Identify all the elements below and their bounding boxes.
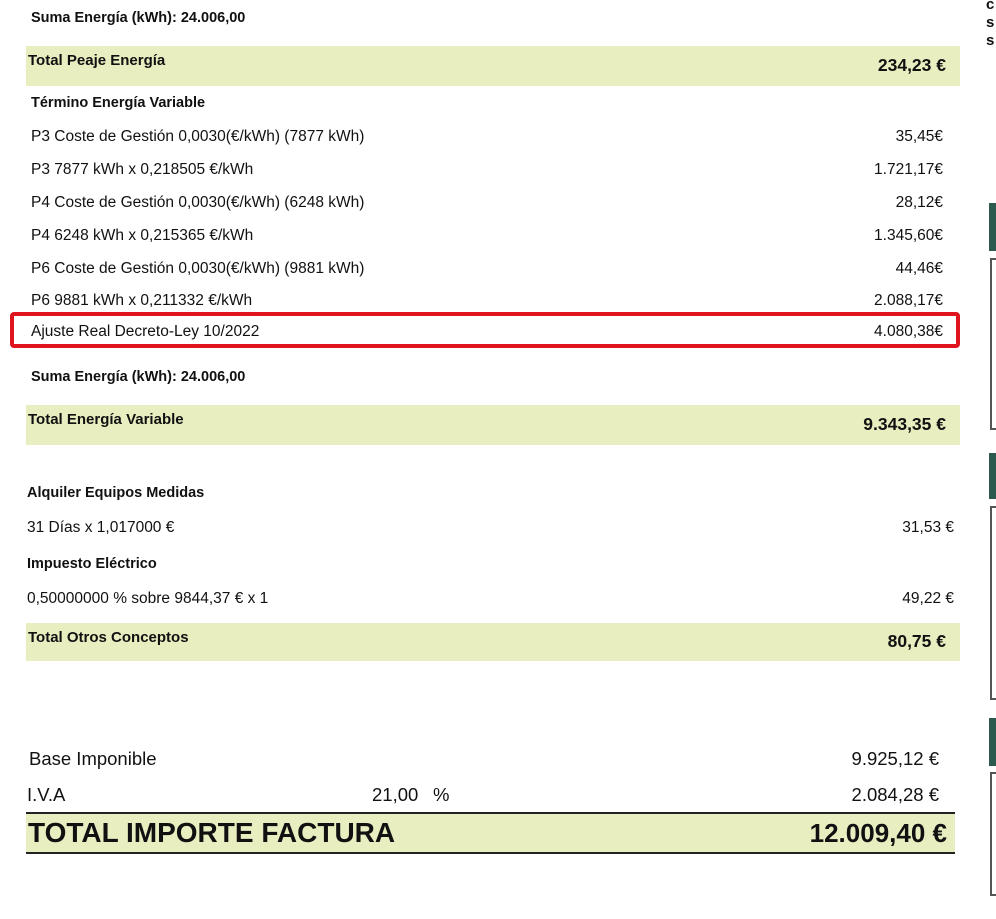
total-factura-rule-bottom bbox=[26, 852, 955, 854]
suma-energia-peaje: Suma Energía (kWh): 24.006,00 bbox=[31, 10, 246, 26]
side-panel-box bbox=[990, 772, 996, 896]
line-item-value: 1.345,60€ bbox=[874, 227, 943, 244]
total-peaje-value: 234,23 € bbox=[877, 55, 946, 75]
total-otros-label: Total Otros Conceptos bbox=[28, 629, 189, 646]
alquiler-label: 31 Días x 1,017000 € bbox=[27, 519, 175, 536]
base-imponible-value: 9.925,12 € bbox=[851, 748, 939, 769]
total-variable-label: Total Energía Variable bbox=[28, 411, 184, 428]
total-otros-value: 80,75 € bbox=[887, 631, 946, 651]
line-item-label: Ajuste Real Decreto-Ley 10/2022 bbox=[31, 323, 260, 340]
highlight-box bbox=[10, 312, 960, 348]
total-factura-value: 12.009,40 € bbox=[809, 818, 947, 848]
iva-label: I.V.A bbox=[27, 784, 66, 805]
line-item bbox=[31, 161, 943, 185]
line-item-value: 2.088,17€ bbox=[874, 292, 943, 309]
suma-energia-variable: Suma Energía (kWh): 24.006,00 bbox=[31, 369, 246, 385]
total-factura-label: TOTAL IMPORTE FACTURA bbox=[28, 817, 396, 848]
total-peaje-label: Total Peaje Energía bbox=[28, 52, 166, 69]
impuesto-heading: Impuesto Eléctrico bbox=[27, 556, 157, 572]
line-item-label: P4 6248 kWh x 0,215365 €/kWh bbox=[31, 227, 254, 244]
side-panel-header bbox=[989, 453, 996, 499]
line-item-label: P3 7877 kWh x 0,218505 €/kWh bbox=[31, 161, 254, 178]
line-item-label: P3 Coste de Gestión 0,0030(€/kWh) (7877 kWh) bbox=[31, 128, 365, 145]
alquiler-value: 31,53 € bbox=[902, 519, 954, 536]
alquiler-heading: Alquiler Equipos Medidas bbox=[27, 485, 205, 501]
right-fragment-char: s bbox=[986, 32, 995, 49]
line-item-label: P6 9881 kWh x 0,211332 €/kWh bbox=[31, 292, 253, 309]
impuesto-value: 49,22 € bbox=[902, 590, 954, 607]
line-item-label: P4 Coste de Gestión 0,0030(€/kWh) (6248 kWh) bbox=[31, 194, 365, 211]
line-item bbox=[31, 194, 943, 218]
side-panel-box bbox=[990, 258, 996, 430]
total-otros-band bbox=[26, 623, 960, 661]
line-item-value: 44,46€ bbox=[895, 260, 943, 277]
total-variable-band bbox=[26, 405, 960, 445]
line-item-value: 4.080,38€ bbox=[874, 323, 943, 340]
side-panel-header bbox=[989, 718, 996, 766]
base-imponible-label: Base Imponible bbox=[29, 748, 157, 769]
side-panel-header bbox=[989, 203, 996, 251]
side-panel-box bbox=[990, 506, 996, 700]
impuesto-label: 0,50000000 % sobre 9844,37 € x 1 bbox=[27, 590, 269, 607]
right-fragment-char: s bbox=[986, 14, 995, 31]
iva-percent: % bbox=[433, 784, 450, 805]
total-peaje-band bbox=[26, 46, 960, 86]
line-item bbox=[31, 128, 943, 152]
line-item-label: P6 Coste de Gestión 0,0030(€/kWh) (9881 kWh) bbox=[31, 260, 365, 277]
right-fragment-char: c bbox=[986, 0, 995, 13]
iva-value: 2.084,28 € bbox=[851, 784, 939, 805]
iva-rate: 21,00 bbox=[372, 784, 419, 805]
line-item-value: 1.721,17€ bbox=[874, 161, 943, 178]
total-factura-band bbox=[26, 814, 955, 852]
line-item bbox=[31, 260, 943, 284]
energia-variable-heading: Término Energía Variable bbox=[31, 95, 206, 111]
line-item-value: 35,45€ bbox=[895, 128, 943, 145]
line-item-value: 28,12€ bbox=[895, 194, 943, 211]
right-fragment-text bbox=[986, 0, 994, 50]
line-item bbox=[31, 227, 943, 251]
total-variable-value: 9.343,35 € bbox=[863, 414, 946, 434]
